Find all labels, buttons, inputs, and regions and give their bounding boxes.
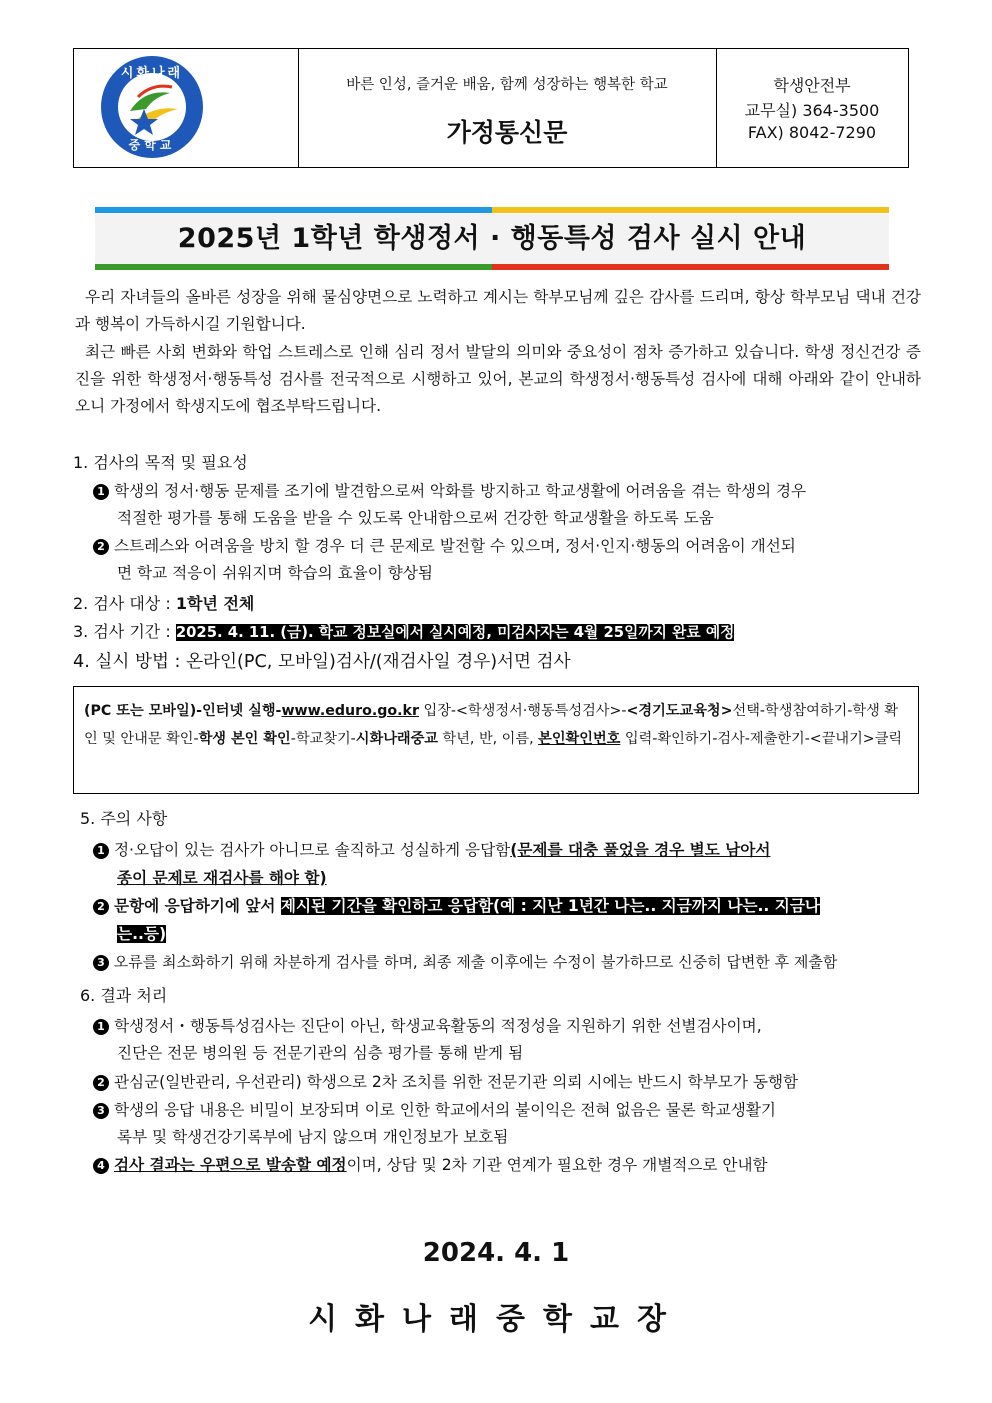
item-text-highlight: 제시된 기간을 확인하고 응답함(예 : 지난 1년간 나는.. 지금까지 나는.. 지금나	[280, 897, 820, 915]
box-seg-b: 입장-<학생정서·행동특성검사>-	[418, 703, 627, 719]
number-badge: 1	[93, 484, 109, 500]
issue-date: 2024. 4. 1	[422, 1238, 570, 1268]
number-badge: 3	[93, 955, 109, 971]
section-1-item-1	[93, 479, 806, 503]
item-text: 학생의 응답 내용은 비밀이 보장되며 이로 인한 학교에서의 불이익은 전혀 없음은 물론 학교생활기	[113, 1101, 776, 1119]
number-badge: 2	[93, 1075, 109, 1091]
number-badge: 2	[93, 539, 109, 555]
instruction-box	[73, 686, 919, 794]
number-badge: 4	[93, 1158, 109, 1174]
section-6-item-1-cont: 진단은 전문 병의원 등 전문기관의 심층 평가를 통해 받게 됨	[117, 1044, 524, 1062]
intro-paragraph-2: 최근 빠른 사회 변화와 학업 스트레스로 인해 심리 정서 발달의 의미와 중요성이 점차 증가하고 있습니다. 학생 정신건강 증진을 위한 학생정서·행동특성 검사를 전국적으로 시행하고 있어, 본교의 학생정서·행동특성 검사에 대해 아래와 같이 안내하오니 가정에서 학생지도에 협조부탁드립니다.	[75, 343, 921, 415]
section-4-method: 4. 실시 방법 : 온라인(PC, 모바일)검사/(재검사일 경우)서면 검사	[73, 652, 571, 672]
document-title: 2025년 1학년 학생정서 · 행동특성 검사 실시 안내	[95, 214, 889, 264]
target-value: 1학년 전체	[175, 594, 255, 613]
section-5-item-2-cont	[117, 922, 166, 946]
contact-cell	[716, 49, 908, 167]
department: 학생안전부	[773, 76, 851, 95]
box-seg-g: 시화나래중교	[355, 731, 439, 747]
section-1-item-2	[93, 534, 796, 558]
item-text: 학생의 정서·행동 문제를 조기에 발견함으로써 악화를 방지하고 학교생활에 어려움을 겪는 학생의 경우	[113, 482, 807, 500]
section-5-item-3	[93, 950, 837, 974]
number-badge: 1	[93, 843, 109, 859]
item-text: 오류를 최소화하기 위해 차분하게 검사를 하며, 최종 제출 이후에는 수정이 불가하므로 신중히 답변한 후 제출함	[113, 953, 838, 971]
period-value: 2025. 4. 11. (금). 학교 정보실에서 실시예정, 미검사자는 4월 25일까지 완료 예정	[175, 624, 735, 641]
logo-text-top: 시화나래	[120, 66, 184, 81]
instruction-text	[84, 697, 910, 753]
banner-top-bar-blue	[95, 207, 492, 213]
section-6-item-3	[93, 1098, 776, 1122]
section-6-item-4	[93, 1153, 768, 1177]
box-seg-d: 선택-학생참여하기-학생 확인 및 안내문 확인-	[84, 703, 899, 747]
banner-bottom-bar-red	[492, 264, 889, 270]
number-badge: 1	[93, 1019, 109, 1035]
section-2	[73, 592, 254, 616]
box-seg-j: 입력-확인하기-검사-제출한기-<끝내기>클릭	[620, 731, 903, 747]
box-seg-h: 학년, 반, 이름,	[438, 731, 539, 747]
school-slogan: 바른 인성, 즐거운 배움, 함께 성장하는 행복한 학교	[346, 77, 668, 93]
section-6-item-1	[93, 1014, 762, 1038]
box-seg-e: 학생 본인 확인	[198, 731, 291, 747]
section-5-item-1	[93, 838, 770, 862]
title-cell	[298, 49, 717, 167]
header-table	[73, 48, 909, 168]
box-seg-f: -학교찾기-	[290, 731, 356, 747]
section-5-item-1-cont: 종이 문제로 재검사를 해야 함)	[117, 869, 327, 887]
office-phone: 교무실) 364-3500	[744, 101, 880, 120]
item-text: 관심군(일반관리, 우선관리) 학생으로 2차 조치를 위한 전문기관 의뢰 시에는 반드시 학부모가 동행함	[113, 1073, 799, 1091]
section-1-item-1-cont: 적절한 평가를 통해 도움을 받을 수 있도록 안내함으로써 건강한 학교생활을 하도록 도움	[117, 509, 714, 527]
section-6-heading: 6. 결과 처리	[80, 986, 168, 1005]
section-5-item-2	[93, 894, 820, 918]
banner-bottom-bar-green	[95, 264, 492, 270]
item-text-highlight: 는..등)	[117, 925, 167, 943]
number-badge: 3	[93, 1103, 109, 1119]
number-badge: 2	[93, 899, 109, 915]
banner-top-bar-yellow	[492, 207, 889, 213]
section-1-item-2-cont: 면 학교 적응이 쉬워지며 학습의 효율이 향상됨	[117, 564, 433, 582]
principal-signature: 시화나래중학교장	[308, 1302, 684, 1337]
item-text: 이며, 상담 및 2차 기관 연계가 필요한 경우 개별적으로 안내함	[346, 1156, 768, 1174]
fax-number: FAX) 8042-7290	[747, 123, 877, 142]
school-logo	[74, 49, 298, 167]
section-5-heading: 5. 주의 사항	[80, 809, 168, 828]
box-seg-c: <경기도교육청>	[626, 703, 733, 719]
period-label: 3. 검사 기간 :	[73, 622, 176, 641]
box-seg-a: (PC 또는 모바일)-인터넷 실행-	[84, 703, 282, 719]
item-text-emphasis: (문제를 대충 풀었을 경우 별도 남아서	[510, 841, 771, 859]
logo-text-bottom: 중학교	[128, 138, 176, 152]
intro-paragraph-1: 우리 자녀들의 올바른 성장을 위해 물심양면으로 노력하고 계시는 학부모님께 깊은 감사를 드리며, 항상 학부모님 댁내 건강과 행복이 가득하시길 기원합니다.	[75, 288, 921, 333]
target-label: 2. 검사 대상 :	[73, 594, 176, 613]
item-text-emphasis: 검사 결과는 우편으로 발송할 예정	[113, 1156, 347, 1174]
item-text: 문항에 응답하기에 앞서	[113, 897, 281, 915]
section-6-item-3-cont: 록부 및 학생건강기록부에 남지 않으며 개인정보가 보호됨	[117, 1128, 509, 1146]
logo-cell	[74, 49, 299, 167]
newsletter-title: 가정통신문	[446, 118, 568, 147]
item-text: 스트레스와 어려움을 방치 할 경우 더 큰 문제로 발전할 수 있으며, 정서·인지·행동의 어려움이 개선되	[113, 537, 796, 555]
section-3	[73, 620, 734, 645]
item-text: 정·오답이 있는 검사가 아니므로 솔직하고 성실하게 응답함	[113, 841, 511, 859]
box-seg-i: 본인확인번호	[538, 731, 621, 747]
section-6-item-2	[93, 1070, 798, 1094]
item-text: 학생정서・행동특성검사는 진단이 아닌, 학생교육활동의 적정성을 지원하기 위한 선별검사이며,	[113, 1017, 762, 1035]
section-1-heading: 1. 검사의 목적 및 필요성	[73, 453, 248, 472]
eduro-link[interactable]: www.eduro.go.kr	[281, 703, 419, 719]
